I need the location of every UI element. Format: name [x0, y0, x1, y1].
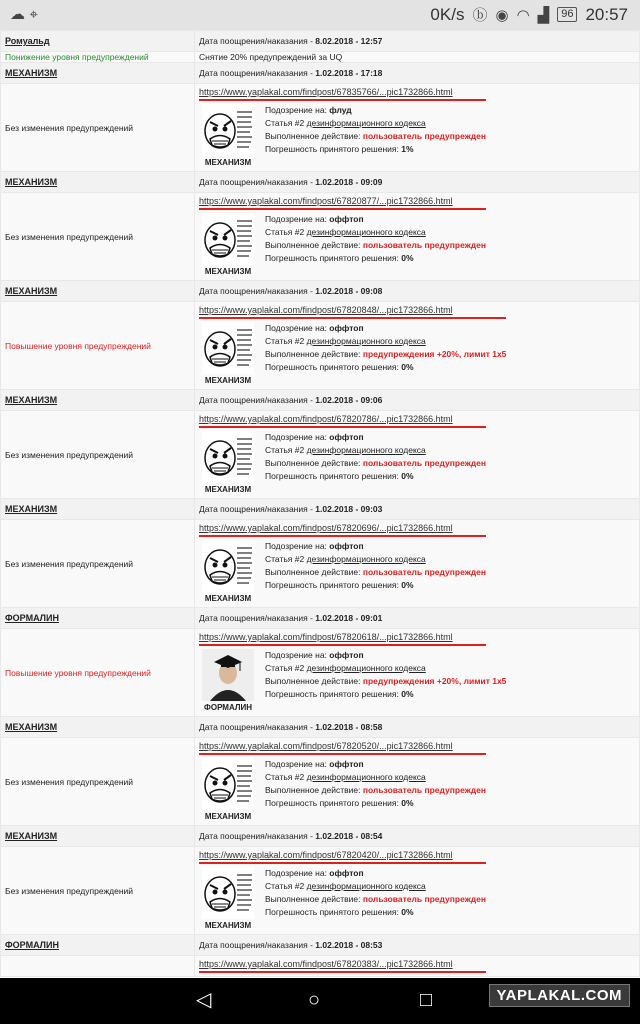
entry-date: Дата поощрения/наказания - 1.02.2018 - 17:18 — [195, 63, 640, 84]
entry-date: Дата поощрения/наказания - 1.02.2018 - 09:03 — [195, 499, 640, 520]
warning-status: Без изменения предупреждений — [1, 193, 195, 281]
action-result: предупреждения +20%, лимит 1x5 — [362, 676, 507, 686]
avatar[interactable] — [199, 540, 257, 603]
user-link[interactable]: МЕХАНИЗМ — [5, 68, 58, 78]
code-link[interactable]: дезинформационного кодекса — [306, 772, 426, 782]
user-link[interactable]: МЕХАНИЗМ — [5, 722, 58, 732]
underline-mark — [199, 317, 506, 319]
recents-square-icon[interactable]: □ — [420, 989, 433, 1011]
warnings-table — [0, 30, 640, 977]
watermark: YAPLAKAL.COM — [489, 984, 630, 1007]
moderation-post — [199, 213, 635, 280]
underline-mark — [199, 644, 486, 646]
battery-icon: 96 — [557, 7, 577, 22]
user-link[interactable]: МЕХАНИЗМ — [5, 831, 58, 841]
avatar-image — [202, 213, 254, 265]
avatar-name: МЕХАНИЗМ — [204, 158, 252, 167]
entry-header-row — [1, 608, 640, 629]
moderation-post — [199, 322, 635, 389]
underline-mark — [199, 971, 486, 973]
net-speed: 0K/s — [430, 4, 465, 24]
graduate-avatar-icon — [202, 649, 254, 701]
avatar-name: ФОРМАЛИН — [204, 703, 252, 712]
entry-date: Дата поощрения/наказания - 1.02.2018 - 09:01 — [195, 608, 640, 629]
entry-details — [195, 629, 640, 717]
entry-header-row — [1, 935, 640, 956]
rage-face-icon — [202, 431, 254, 483]
suspicion: оффтоп — [329, 650, 364, 660]
user-link[interactable]: МЕХАНИЗМ — [5, 395, 58, 405]
entry-details — [195, 193, 640, 281]
post-details: Подозрение на: флуд Статья #2 дезинформационного кодекса Выполненное действие: пользователь предупрежден Погрешность принятого решения: 1% — [265, 105, 486, 154]
code-link[interactable]: дезинформационного кодекса — [306, 336, 426, 346]
entry-body-row — [1, 193, 640, 281]
avatar-image — [202, 104, 254, 156]
cloud-icon: ☁ — [10, 6, 25, 23]
entry-details — [195, 956, 640, 977]
avatar-image — [202, 431, 254, 483]
post-link[interactable]: https://www.yaplakal.com/findpost/67820383/...pic1732866.html — [199, 959, 453, 969]
entry-body-row — [1, 52, 640, 63]
back-triangle-icon[interactable]: ◁ — [196, 989, 212, 1011]
error-value: 0% — [401, 907, 414, 917]
entry-header-row — [1, 499, 640, 520]
avatar-image — [202, 649, 254, 701]
user-link[interactable]: МЕХАНИЗМ — [5, 504, 58, 514]
avatar[interactable] — [199, 431, 257, 494]
underline-mark — [199, 862, 486, 864]
avatar-image — [202, 540, 254, 592]
warning-status: Без изменения предупреждений — [1, 84, 195, 172]
entry-date: Дата поощрения/наказания - 1.02.2018 - 09:08 — [195, 281, 640, 302]
location-icon: ⌖ — [29, 6, 38, 23]
post-link[interactable]: https://www.yaplakal.com/findpost/67820877/...pic1732866.html — [199, 196, 453, 206]
rage-face-icon — [202, 867, 254, 919]
warning-status: Повышение уровня предупреждений — [1, 302, 195, 390]
rage-face-icon — [202, 540, 254, 592]
entry-date: Дата поощрения/наказания - 1.02.2018 - 08:54 — [195, 826, 640, 847]
entry-header-row — [1, 281, 640, 302]
post-link[interactable]: https://www.yaplakal.com/findpost/67835766/...pic1732866.html — [199, 87, 453, 97]
post-link[interactable]: https://www.yaplakal.com/findpost/67820520/...pic1732866.html — [199, 741, 453, 751]
code-link[interactable]: дезинформационного кодекса — [306, 227, 426, 237]
warning-status: Без изменения предупреждений — [1, 411, 195, 499]
entry-date: Дата поощрения/наказания - 8.02.2018 - 12:57 — [195, 31, 640, 52]
error-value: 0% — [401, 362, 414, 372]
code-link[interactable]: дезинформационного кодекса — [306, 118, 426, 128]
underline-mark — [199, 426, 486, 428]
data-saver-icon: ⓑ — [472, 7, 488, 24]
entry-details — [195, 84, 640, 172]
wifi-icon: ◠ — [516, 6, 530, 24]
entry-date: Дата поощрения/наказания - 1.02.2018 - 08:53 — [195, 935, 640, 956]
rage-face-icon — [202, 213, 254, 265]
code-link[interactable]: дезинформационного кодекса — [306, 445, 426, 455]
entry-details — [195, 520, 640, 608]
error-value: 0% — [401, 580, 414, 590]
entry-body-row — [1, 738, 640, 826]
entry-note: Снятие 20% предупреждений за UQ — [199, 52, 343, 62]
status-bar — [0, 0, 640, 30]
action-result: пользователь предупрежден — [362, 458, 486, 468]
status-left-icons — [10, 5, 38, 24]
clock: 20:57 — [585, 4, 628, 24]
error-value: 0% — [401, 689, 414, 699]
user-link[interactable]: Ромуальд — [5, 36, 50, 46]
moderation-post — [199, 867, 635, 934]
error-value: 0% — [401, 253, 414, 263]
avatar-image — [202, 867, 254, 919]
entry-body-row — [1, 520, 640, 608]
code-link[interactable]: дезинформационного кодекса — [306, 881, 426, 891]
entry-header-row — [1, 63, 640, 84]
user-link[interactable]: МЕХАНИЗМ — [5, 177, 58, 187]
entry-details — [195, 847, 640, 935]
moderation-post — [199, 540, 635, 607]
avatar-name: МЕХАНИЗМ — [204, 594, 252, 603]
warning-status: Без изменения предупреждений — [1, 847, 195, 935]
status-right — [430, 4, 628, 25]
underline-mark — [199, 535, 486, 537]
rage-face-icon — [202, 758, 254, 810]
error-value: 0% — [401, 471, 414, 481]
post-details: Подозрение на: оффтоп Статья #2 дезинформационного кодекса Выполненное действие: предупреждения +20%, лимит 1x5 Погрешность принятого решения: 0% — [265, 650, 507, 699]
suspicion: оффтоп — [329, 541, 364, 551]
entry-header-row — [1, 172, 640, 193]
warning-status — [1, 956, 195, 977]
entry-details — [195, 302, 640, 390]
entry-details — [195, 52, 640, 63]
user-link[interactable]: МЕХАНИЗМ — [5, 286, 58, 296]
entry-details — [195, 738, 640, 826]
avatar-name: МЕХАНИЗМ — [204, 812, 252, 821]
user-link[interactable]: ФОРМАЛИН — [5, 940, 59, 950]
entry-date: Дата поощрения/наказания - 1.02.2018 - 09:06 — [195, 390, 640, 411]
suspicion: оффтоп — [329, 323, 364, 333]
rage-face-icon — [202, 104, 254, 156]
avatar[interactable] — [199, 213, 257, 276]
avatar[interactable] — [199, 867, 257, 930]
post-link[interactable]: https://www.yaplakal.com/findpost/67820786/...pic1732866.html — [199, 414, 453, 424]
avatar-name: МЕХАНИЗМ — [204, 376, 252, 385]
error-value: 0% — [401, 798, 414, 808]
avatar-name: МЕХАНИЗМ — [204, 485, 252, 494]
avatar-name: МЕХАНИЗМ — [204, 267, 252, 276]
moderation-post — [199, 104, 635, 171]
navigation-bar — [0, 978, 640, 1024]
entry-header-row — [1, 390, 640, 411]
rage-face-icon — [202, 322, 254, 374]
suspicion: оффтоп — [329, 214, 364, 224]
suspicion: флуд — [329, 105, 352, 115]
avatar[interactable] — [199, 758, 257, 821]
action-result: пользователь предупрежден — [362, 131, 486, 141]
underline-mark — [199, 99, 486, 101]
avatar[interactable] — [199, 104, 257, 167]
entry-details — [195, 411, 640, 499]
action-result: пользователь предупрежден — [362, 894, 486, 904]
post-link[interactable]: https://www.yaplakal.com/findpost/67820848/...pic1732866.html — [199, 305, 453, 315]
moderation-post — [199, 431, 635, 498]
entry-body-row — [1, 629, 640, 717]
warning-status: Без изменения предупреждений — [1, 520, 195, 608]
post-details: Подозрение на: оффтоп Статья #2 дезинформационного кодекса Выполненное действие: пользователь предупрежден Погрешность принятого решения: 0% — [265, 868, 486, 917]
home-circle-icon[interactable]: ○ — [308, 989, 321, 1011]
entry-body-row — [1, 302, 640, 390]
warning-status: Повышение уровня предупреждений — [1, 629, 195, 717]
suspicion: оффтоп — [329, 868, 364, 878]
suspicion: оффтоп — [329, 432, 364, 442]
post-link[interactable]: https://www.yaplakal.com/findpost/67820420/...pic1732866.html — [199, 850, 453, 860]
entry-header-row — [1, 826, 640, 847]
error-value: 1% — [401, 144, 414, 154]
post-details: Подозрение на: оффтоп Статья #2 дезинформационного кодекса Выполненное действие: пользователь предупрежден Погрешность принятого решения: 0% — [265, 759, 486, 808]
entry-body-row — [1, 956, 640, 977]
action-result: предупреждения +20%, лимит 1x5 — [362, 349, 507, 359]
suspicion: оффтоп — [329, 759, 364, 769]
eye-icon: ◉ — [495, 6, 509, 24]
moderation-post — [199, 649, 635, 716]
code-link[interactable]: дезинформационного кодекса — [306, 554, 426, 564]
entry-header-row — [1, 31, 640, 52]
avatar-name: МЕХАНИЗМ — [204, 921, 252, 930]
avatar-image — [202, 758, 254, 810]
action-result: пользователь предупрежден — [362, 567, 486, 577]
post-details: Подозрение на: оффтоп Статья #2 дезинформационного кодекса Выполненное действие: пользователь предупрежден Погрешность принятого решения: 0% — [265, 432, 486, 481]
post-link[interactable]: https://www.yaplakal.com/findpost/67820618/...pic1732866.html — [199, 632, 453, 642]
entry-body-row — [1, 847, 640, 935]
action-result: пользователь предупрежден — [362, 785, 486, 795]
post-link[interactable]: https://www.yaplakal.com/findpost/67820696/...pic1732866.html — [199, 523, 453, 533]
warnings-log[interactable] — [0, 30, 640, 978]
avatar[interactable] — [199, 649, 257, 712]
avatar-image — [202, 322, 254, 374]
avatar[interactable] — [199, 322, 257, 385]
post-details: Подозрение на: оффтоп Статья #2 дезинформационного кодекса Выполненное действие: пользователь предупрежден Погрешность принятого решения: 0% — [265, 541, 486, 590]
entry-body-row — [1, 411, 640, 499]
signal-icon: ▟ — [537, 6, 550, 24]
post-details: Подозрение на: оффтоп Статья #2 дезинформационного кодекса Выполненное действие: предупреждения +20%, лимит 1x5 Погрешность принятого решения: 0% — [265, 323, 507, 372]
underline-mark — [199, 753, 486, 755]
underline-mark — [199, 208, 486, 210]
action-result: пользователь предупрежден — [362, 240, 486, 250]
moderation-post — [199, 758, 635, 825]
entry-date: Дата поощрения/наказания - 1.02.2018 - 08:58 — [195, 717, 640, 738]
entry-body-row — [1, 84, 640, 172]
post-details: Подозрение на: оффтоп Статья #2 дезинформационного кодекса Выполненное действие: пользователь предупрежден Погрешность принятого решения: 0% — [265, 214, 486, 263]
code-link[interactable]: дезинформационного кодекса — [306, 663, 426, 673]
entry-date: Дата поощрения/наказания - 1.02.2018 - 09:09 — [195, 172, 640, 193]
entry-header-row — [1, 717, 640, 738]
user-link[interactable]: ФОРМАЛИН — [5, 613, 59, 623]
warning-status: Без изменения предупреждений — [1, 738, 195, 826]
warning-status: Понижение уровня предупреждений — [1, 52, 195, 63]
